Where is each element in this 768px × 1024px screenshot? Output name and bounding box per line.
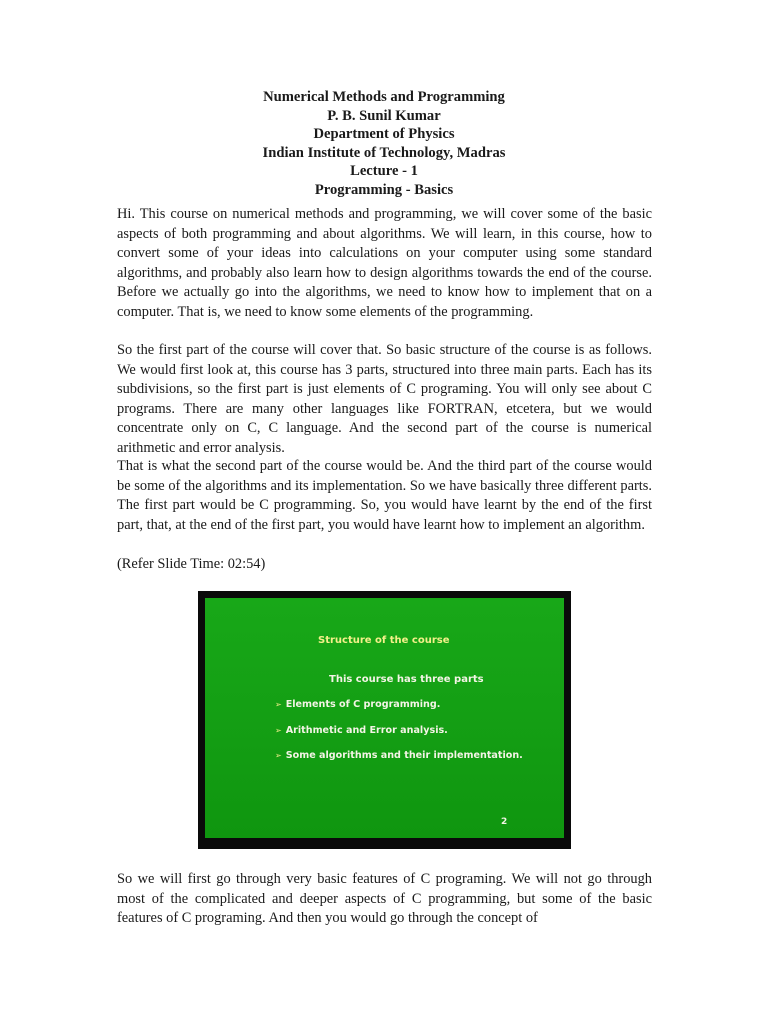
paragraph-course-structure: So the first part of the course will cover that. So basic structure of the course is as follows. We would first look at, this course has 3 parts, structured into three main parts. Each has its subdivisions, so the first part is just elements of C programing. You will only see about C programs. There are many other languages like FORTRAN, etcetera, but we would concentrate only on C, C language. And the second part of the course is numerical arithmetic and error analysis.: [117, 342, 652, 456]
department: Department of Physics: [313, 126, 455, 143]
slide-title: Structure of the course: [318, 635, 450, 646]
slide-image: [198, 591, 571, 849]
lecture-number: Lecture - 1: [350, 163, 418, 180]
slide-bullet: [275, 725, 448, 736]
arrow-bullet-icon: ➢: [275, 726, 282, 735]
arrow-bullet-icon: ➢: [275, 751, 282, 760]
course-title: Numerical Methods and Programming: [263, 89, 505, 105]
slide-subtitle: This course has three parts: [329, 674, 484, 685]
author-name: P. B. Sunil Kumar: [327, 107, 441, 124]
paragraph-c-features: So we will first go through very basic features of C programing. We will not go through most of the complicated and deeper aspects of C programming, but some of the basic features of C programing. And then you would go through the concept of: [117, 871, 652, 927]
paragraph-course-parts: That is what the second part of the course would be. And the third part of the course would be some of the algorithms and its implementation. So we have basically three different parts. The first part would be C programming. So, you would have learnt by the end of the first part, that, at the end of the first part, you would have learnt how to implement an algorithm.: [117, 458, 652, 533]
slide-time-reference: (Refer Slide Time: 02:54): [117, 556, 266, 572]
slide-bullet-text: Arithmetic and Error analysis.: [285, 725, 448, 736]
lecture-topic: Programming - Basics: [314, 181, 454, 198]
slide-bullet: [275, 699, 440, 710]
slide-bullet-text: Elements of C programming.: [285, 699, 441, 710]
document-header: [0, 88, 768, 200]
institute: Indian Institute of Technology, Madras: [262, 144, 506, 161]
arrow-bullet-icon: ➢: [275, 700, 282, 709]
slide-page-number: 2: [501, 817, 508, 827]
paragraph-intro: Hi. This course on numerical methods and programming, we will cover some of the basic aspects of both programming and about algorithms. We will learn, in this course, how to convert some of your ideas into calculations on your computer using some standard algorithms, and probably also learn how to design algorithms towards the end of the course. Before we actually go into the algorithms, we need to know how to implement that on a computer. That is, we need to know some elements of the programming.: [117, 206, 652, 320]
slide-bullet-text: Some algorithms and their implementation.: [285, 750, 523, 761]
slide-bullet: [275, 750, 523, 761]
slide-screen: [205, 598, 564, 838]
